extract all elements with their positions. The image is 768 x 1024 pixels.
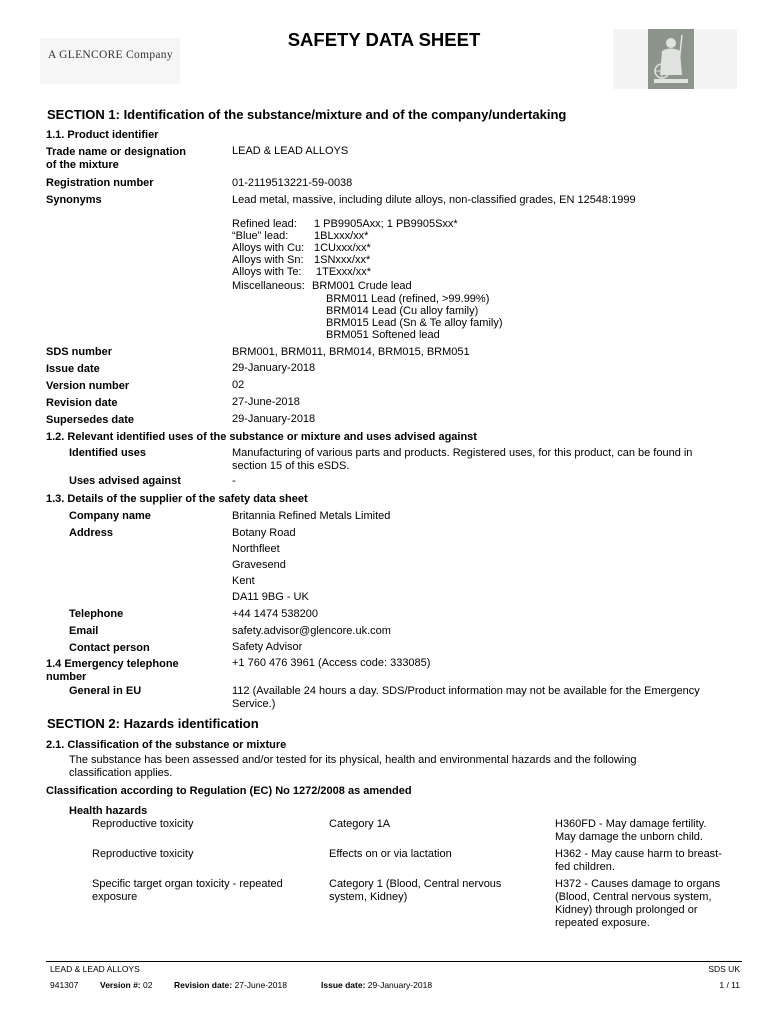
trade-name-value: LEAD & LEAD ALLOYS (232, 145, 349, 157)
address-line: Northfleet (232, 543, 280, 555)
company-tag: A GLENCORE Company (48, 49, 173, 61)
synonym-value: BRM001 Crude lead (312, 280, 412, 292)
company-name-value: Britannia Refined Metals Limited (232, 510, 391, 522)
misc-line: BRM015 Lead (Sn & Te alloy family) (326, 317, 503, 329)
identified-uses-value: Manufacturing of various parts and products. Registered uses, for this product, can be found in section 15 of this eSDS. (232, 447, 693, 472)
address-line: Botany Road (232, 527, 296, 539)
revision-date-value: 27-June-2018 (232, 396, 300, 408)
address-line: DA11 9BG - UK (232, 591, 309, 603)
misc-line: BRM051 Softened lead (326, 329, 440, 341)
identified-uses-label: Identified uses (69, 447, 147, 459)
subsection-1-3: 1.3. Details of the supplier of the safety data sheet (46, 493, 308, 505)
hazard-class: Reproductive toxicity (92, 848, 194, 860)
section1-heading: SECTION 1: Identification of the substance/mixture and of the company/undertaking (47, 107, 567, 122)
footer-version: Version #: 02 (100, 980, 153, 990)
issue-date-label: Issue date (46, 363, 100, 375)
hazard-class: Reproductive toxicity (92, 818, 194, 830)
subsection-1-1: 1.1. Product identifier (46, 129, 159, 141)
footer-doc-type: SDS UK (708, 964, 740, 974)
classification-intro: The substance has been assessed and/or tested for its physical, health and environmental hazards and the following classification applies. (69, 754, 637, 779)
version-number-label: Version number (46, 380, 130, 392)
revision-date-label: Revision date (46, 397, 118, 409)
contact-person-value: Safety Advisor (232, 641, 303, 653)
version-number-value: 02 (232, 379, 245, 391)
synonym-value: 1BLxxx/xx* (314, 230, 369, 242)
general-eu-value: 112 (Available 24 hours a day. SDS/Product information may not be available for the Emergency Service.) (232, 685, 700, 710)
footer-product: LEAD & LEAD ALLOYS (50, 964, 140, 974)
sds-number-label: SDS number (46, 346, 113, 358)
registration-label: Registration number (46, 177, 154, 189)
subsection-2-1: 2.1. Classification of the substance or mixture (46, 739, 287, 751)
synonym-value: 1SNxxx/xx* (314, 254, 371, 266)
hazard-category: Effects on or via lactation (329, 848, 452, 860)
trade-name-label: Trade name or designation (46, 146, 186, 158)
sds-number-value: BRM001, BRM011, BRM014, BRM015, BRM051 (232, 346, 470, 358)
synonyms-label: Synonyms (46, 194, 102, 206)
emergency-telephone-value: +1 760 476 3961 (Access code: 333085) (232, 657, 431, 669)
email-value: safety.advisor@glencore.uk.com (232, 625, 391, 637)
emergency-telephone-label: 1.4 Emergency telephone (46, 658, 179, 670)
synonym-value: 1 PB9905Axx; 1 PB9905Sxx* (314, 218, 458, 230)
issue-date-value: 29-January-2018 (232, 362, 316, 374)
synonym-line: Miscellaneous: (232, 280, 305, 292)
footer-page-number: 1 / 11 (719, 980, 740, 990)
synonym-line: “Blue” lead: (232, 230, 289, 242)
address-line: Gravesend (232, 559, 286, 571)
synonym-value: 1TExxx/xx* (316, 266, 372, 278)
synonyms-intro: Lead metal, massive, including dilute alloys, non-classified grades, EN 12548:1999 (232, 194, 636, 206)
misc-line: BRM014 Lead (Cu alloy family) (326, 305, 479, 317)
synonym-value: 1CUxxx/xx* (314, 242, 371, 254)
synonym-line: Alloys with Sn: (232, 254, 304, 266)
hazard-statement: H362 - May cause harm to breast-fed children. (555, 848, 722, 873)
synonym-line: Refined lead: (232, 218, 297, 230)
hazard-category: Category 1 (Blood, Central nervous system, Kidney) (329, 878, 502, 903)
page-title: SAFETY DATA SHEET (287, 29, 481, 50)
contact-person-label: Contact person (69, 642, 150, 654)
misc-line: BRM011 Lead (refined, >99.99%) (326, 293, 490, 305)
general-eu-label: General in EU (69, 685, 142, 697)
footer-issue: Issue date: 29-January-2018 (321, 980, 433, 990)
footer-doc-id: 941307 (50, 980, 79, 990)
hazard-class: Specific target organ toxicity - repeated exposure (92, 878, 283, 903)
emergency-telephone-label-cont: number (46, 671, 87, 683)
subsection-1-2: 1.2. Relevant identified uses of the substance or mixture and uses advised against (46, 431, 477, 443)
synonym-line: Alloys with Cu: (232, 242, 305, 254)
company-name-label: Company name (69, 510, 151, 522)
classification-regulation-heading: Classification according to Regulation (EC) No 1272/2008 as amended (46, 785, 412, 797)
hazard-statement: H360FD - May damage fertility. May damage the unborn child. (555, 818, 707, 843)
footer-revision: Revision date: 27-June-2018 (174, 980, 287, 990)
uses-advised-against-label: Uses advised against (69, 475, 181, 487)
trade-name-label-cont: of the mixture (46, 159, 119, 171)
address-label: Address (69, 527, 114, 539)
britannia-figure-icon (648, 29, 694, 89)
hazard-statement: H372 - Causes damage to organs (Blood, Central nervous system, Kidney) through prolonged or repeated exposure. (555, 878, 721, 929)
telephone-value: +44 1474 538200 (232, 608, 318, 620)
footer-divider (46, 961, 742, 962)
uses-advised-against-value: - (232, 475, 236, 487)
telephone-label: Telephone (69, 608, 124, 620)
supersedes-date-value: 29-January-2018 (232, 413, 316, 425)
health-hazards-heading: Health hazards (69, 805, 148, 817)
email-label: Email (69, 625, 99, 637)
britannia-logo (613, 29, 737, 89)
section2-heading: SECTION 2: Hazards identification (47, 716, 259, 731)
registration-value: 01-2119513221-59-0038 (232, 177, 353, 189)
supersedes-date-label: Supersedes date (46, 414, 135, 426)
address-line: Kent (232, 575, 255, 587)
hazard-category: Category 1A (329, 818, 391, 830)
synonym-line: Alloys with Te: (232, 266, 302, 278)
